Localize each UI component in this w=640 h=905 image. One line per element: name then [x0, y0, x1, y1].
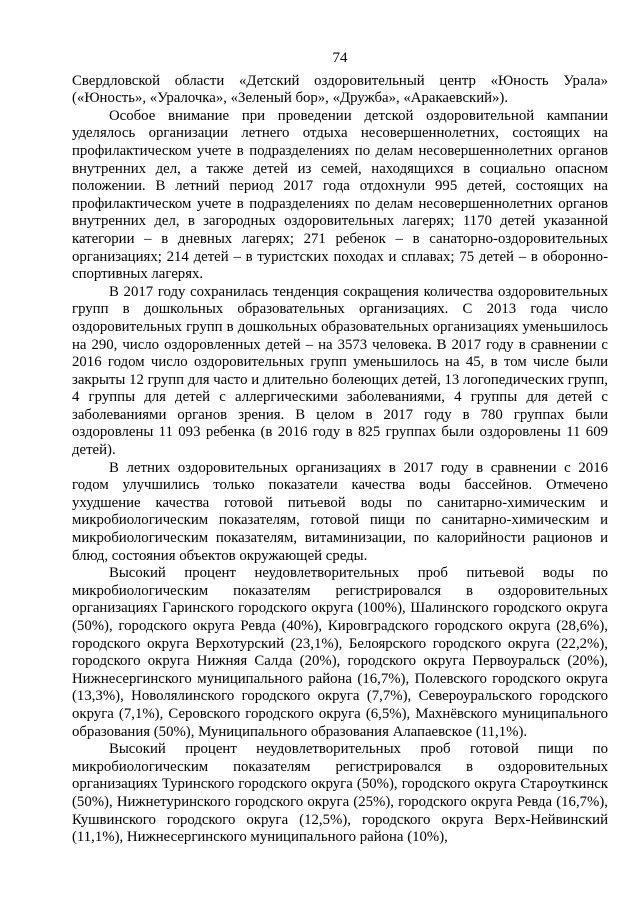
paragraph-summer-organizations-quality: В летних оздоровительных организациях в 2017 году в сравнении с 2016 годом улучшились только показатели качества воды бассейнов. Отмечено ухудшение качества готовой питьевой воды по санитарно-химическим и микробиологическим показателям, готовой пищи по санитарно-химическим и микробиологическим показателям, витаминизации, по калорийности рационов и блюд, состояния объектов окружающей среды. — [72, 459, 608, 564]
page-number: 74 — [332, 50, 348, 66]
paragraph-summer-rest-registered-minors: Особое внимание при проведении детской оздоровительной кампании уделялось организации летнего отдыха несовершеннолетних, состоящих на профилактическом учете в подразделениях по делам несовершеннолетних органов внутренних дел, а также детей из семей, находящихся в социально опасном положении. В летний период 2017 года отдохнули 995 детей, состоящих на профилактическом учете в подразделениях по делам несовершеннолетних органов внутренних дел, в загородных оздоровительных лагерях; 1170 детей указанной категории – в дневных лагерях; 271 ребенок – в санаторно-оздоровительных организациях; 214 детей – в туристских походах и сплавах; 75 детей – в оборонно-спортивных лагерях. — [72, 107, 608, 283]
paragraph-continuation: Свердловской области «Детский оздоровительный центр «Юность Урала» («Юность», «Уралочка», «Зеленый бор», «Дружба», «Аракаевский»). — [72, 72, 608, 107]
paragraph-food-samples: Высокий процент неудовлетворительных проб готовой пищи по микробиологическим показателям регистрировался в оздоровительных организациях Туринского городского округа (50%), городского округа Староуткинск (50%), Нижнетуринского городского округа (25%), городского округа Ревда (16,7%), Кушвинского городского округа (12,5%), городского округа Верх-Нейвинский (11,1%), Нижнесергинского муниципального района (10%), — [72, 741, 608, 846]
paragraph-preschool-health-groups: В 2017 году сохранилась тенденция сокращения количества оздоровительных групп в дошкольных образовательных организациях. С 2013 года число оздоровительных групп в дошкольных образовательных организациях уменьшилось на 290, число оздоровленных детей – на 3573 человека. В 2017 году в сравнении с 2016 годом число оздоровительных групп уменьшилось на 45, в том числе были закрыты 12 групп для часто и длительно болеющих детей, 13 логопедических групп, 4 группы для детей с аллергическими заболеваниями, 4 группы для детей с заболеваниями органов зрения. В целом в 2017 году в 780 группах были оздоровлены 11 093 ребенка (в 2016 году в 825 группах были оздоровлены 11 609 детей). — [72, 283, 608, 459]
paragraph-drinking-water-samples: Высокий процент неудовлетворительных проб питьевой воды по микробиологическим показателям регистрировался в оздоровительных организациях Гаринского городского округа (100%), Шалинского городского округа (50%), городского округа Ревда (40%), Кировградского городского округа (28,6%), городского округа Верхотурский (23,1%), Белоярского городского округа (22,2%), городского округа Нижняя Салда (20%), городского округа Первоуральск (20%), Нижнесергинского муниципального района (16,7%), Полевского городского округа (13,3%), Новолялинского городского округа (7,7%), Североуральского городского округа (7,1%), Серовского городского округа (6,5%), Махнёвского муниципального образования (50%), Муниципального образования Алапаевское (11,1%). — [72, 565, 608, 740]
